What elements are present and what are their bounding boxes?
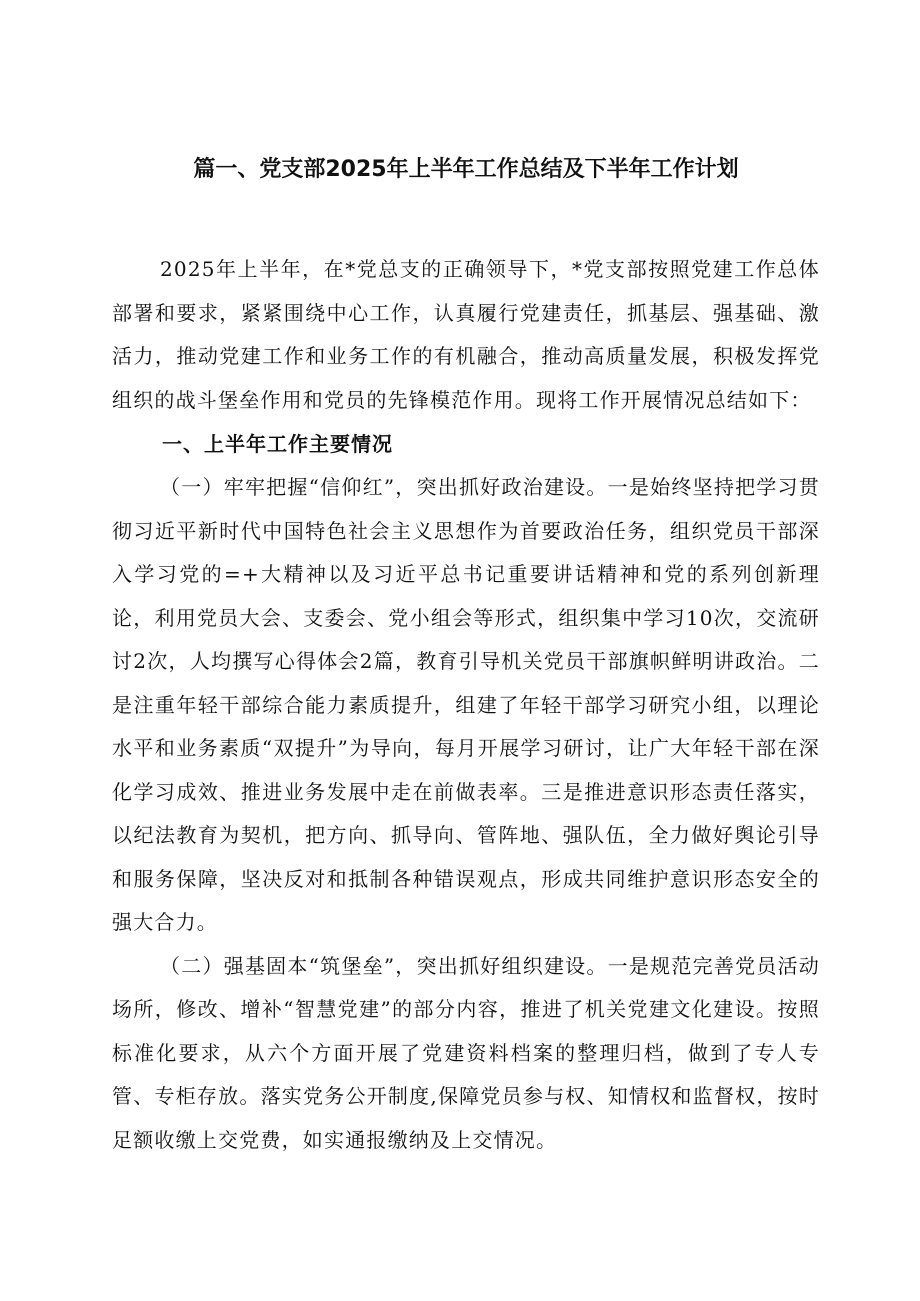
document-title: 篇一、党支部2025年上半年工作总结及下半年工作计划 [193, 157, 739, 182]
section-heading: 一、上半年工作主要情况 [162, 432, 393, 456]
political-building-paragraph: （一）牢牢把握“信仰红”，突出抓好政治建设。一是始终坚持把学习贯彻习近平新时代中国特色社会主义思想作为首要政治任务，组织党员干部深入学习党的=+大精神以及习近平总书记重要讲话精神和党的系列创新理论，利用党员大会、支委会、党小组会等形式，组织集中学习10次，交流研讨2次，人均撰写心得体会2篇，教育引导机关党员干部旗帜鲜明讲政治。二是注重年轻干部综合能力素质提升，组建了年轻干部学习研究小组，以理论水平和业务素质“双提升”为导向，每月开展学习研讨，让广大年轻干部在深化学习成效、推进业务发展中走在前做表率。三是推进意识形态责任落实，以纪法教育为契机，把方向、抓导向、管阵地、强队伍，全力做好舆论引导和服务保障，坚决反对和抵制各种错误观点，形成共同维护意识形态安全的强大合力。 [112, 475, 820, 934]
intro-paragraph: 2025年上半年，在*党总支的正确领导下，*党支部按照党建工作总体部署和要求，紧紧围绕中心工作，认真履行党建责任，抓基层、强基础、激活力，推动党建工作和业务工作的有机融合，推动高质量发展，积极发挥党组织的战斗堡垒作用和党员的先锋模范作用。现将工作开展情况总结如下： [112, 257, 820, 412]
organization-building-paragraph: （二）强基固本“筑堡垒”，突出抓好组织建设。一是规范完善党员活动场所，修改、增补“智慧党建”的部分内容，推进了机关党建文化建设。按照标准化要求，从六个方面开展了党建资料档案的整理归档，做到了专人专管、专柜存放。落实党务公开制度,保障党员参与权、知情权和监督权，按时足额收缴上交党费，如实通报缴纳及上交情况。 [112, 953, 820, 1152]
